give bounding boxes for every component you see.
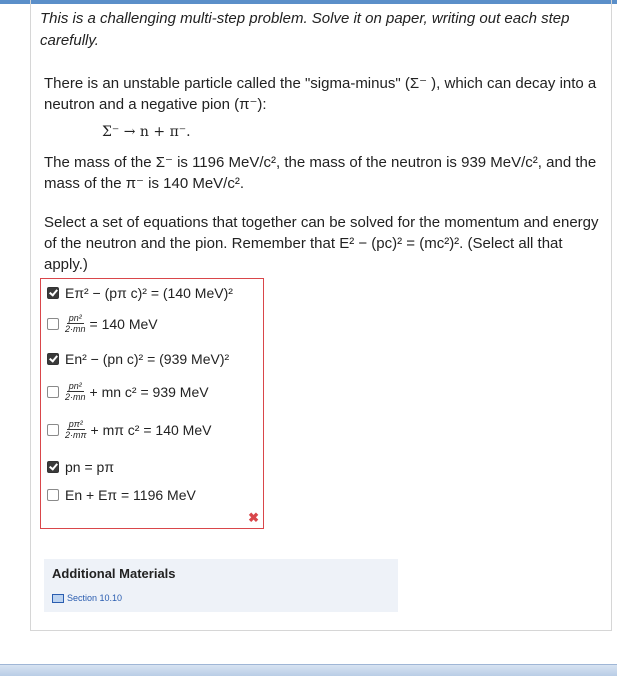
bottom-toolbar: [0, 664, 617, 676]
instruction-text: Select a set of equations that together can be solved for the momentum and energy of the neutron and the pion. Remember that E² − (pc)² = (mc²)². (Select all that apply.): [44, 214, 599, 273]
intro-text: This is a challenging multi-step problem. Solve it on paper, writing out each step carefully.: [40, 10, 570, 49]
choice-5[interactable]: [47, 419, 211, 440]
book-icon: [52, 594, 64, 603]
checkbox[interactable]: [47, 489, 59, 501]
choice-label: Eπ² − (pπ c)² = (140 MeV)²: [65, 285, 233, 301]
choice-6[interactable]: [47, 459, 114, 475]
section-link[interactable]: [52, 593, 122, 603]
problem-line: There is an unstable particle called the "sigma-minus" (Σ⁻ ), which can decay into a neutron and a negative pion (π⁻):: [44, 75, 597, 113]
incorrect-icon: ✖: [248, 510, 259, 525]
answer-choices: [40, 278, 264, 529]
additional-materials-title: Additional Materials: [52, 566, 176, 581]
choice-7[interactable]: [47, 487, 196, 503]
fraction: $\frac{\text{pn²}}{2\cdot mn}$: [65, 381, 86, 402]
choice-label: pn = pπ: [65, 459, 114, 475]
choice-1[interactable]: [47, 285, 233, 301]
choice-label: + mπ c² = 140 MeV: [90, 421, 212, 438]
choice-label: En + Eπ = 1196 MeV: [65, 487, 196, 503]
section-link-label: Section 10.10: [67, 593, 123, 603]
additional-materials: [44, 559, 398, 612]
problem-text: [44, 73, 600, 115]
choice-label: = 140 MeV: [89, 315, 158, 332]
checkbox[interactable]: [47, 461, 59, 473]
masses-text: The mass of the Σ⁻ is 1196 MeV/c², the mass of the neutron is 939 MeV/c², and the mass of the π⁻ is 140 MeV/c².: [44, 154, 597, 192]
choice-label: + mn c² = 939 MeV: [89, 383, 209, 400]
checkbox[interactable]: [47, 318, 59, 330]
choice-label: En² − (pn c)² = (939 MeV)²: [65, 351, 230, 367]
checkbox[interactable]: [47, 287, 59, 299]
checkbox[interactable]: [47, 353, 59, 365]
fraction: $\frac{\text{pn²}}{2\cdot mn}$: [65, 313, 86, 334]
choice-2[interactable]: [47, 313, 158, 334]
checkbox[interactable]: [47, 386, 59, 398]
reaction-equation: Σ⁻ → n + π⁻.: [102, 124, 191, 140]
checkbox[interactable]: [47, 424, 59, 436]
choice-3[interactable]: [47, 351, 229, 367]
fraction: $\frac{\text{pπ²}}{2\cdot m\pi}$: [65, 419, 87, 440]
choice-4[interactable]: [47, 381, 209, 402]
